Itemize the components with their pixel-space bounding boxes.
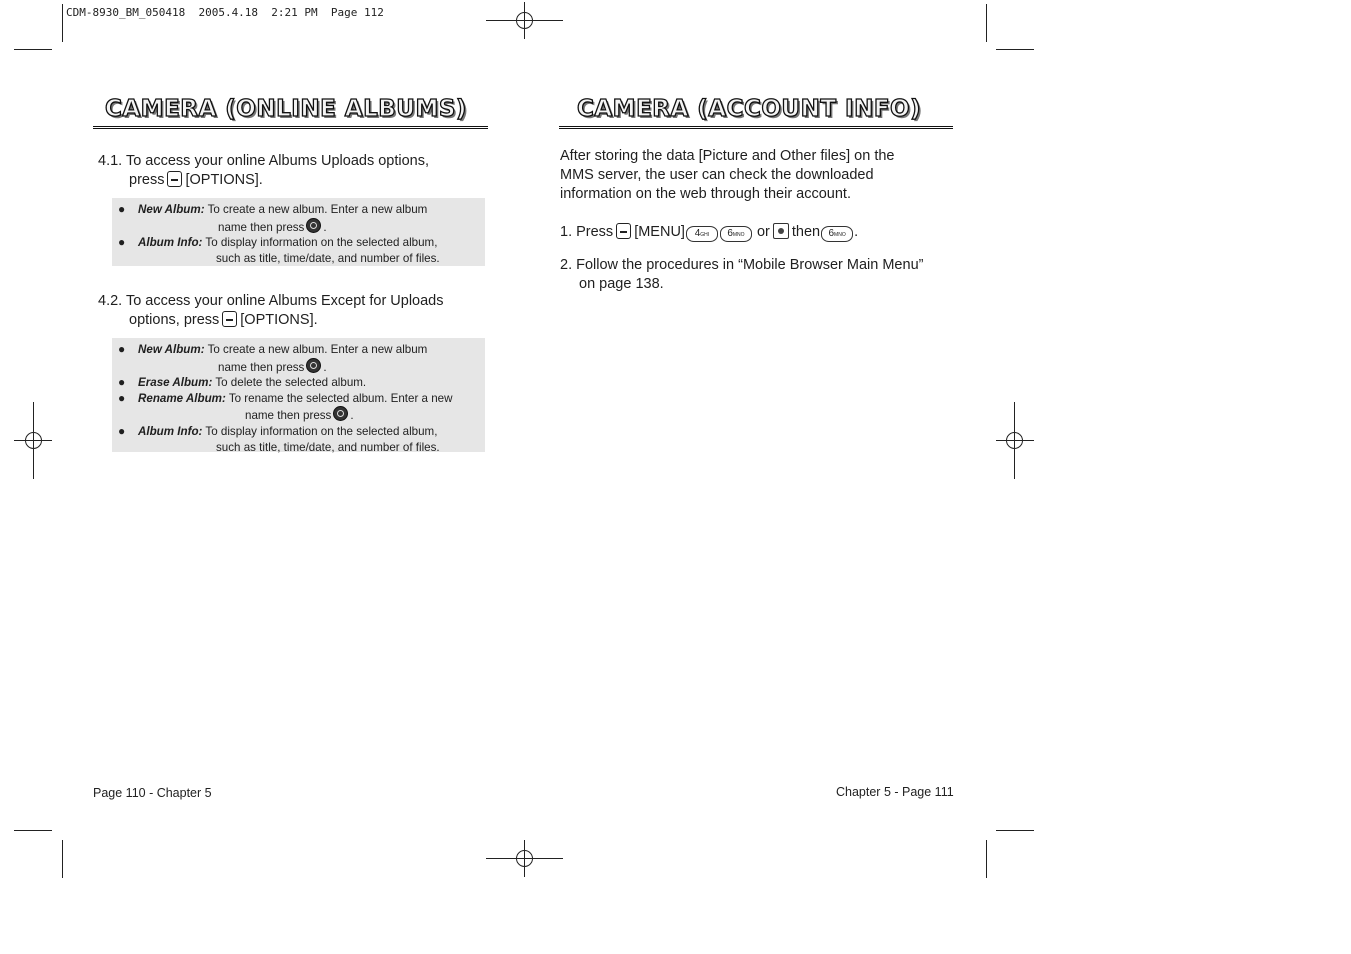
page-title-account-info: CAMERA (ACCOUNT INFO)	[577, 96, 922, 122]
list-item: ● Rename Album: To rename the selected album. Enter a new name then press .	[118, 390, 453, 423]
step-2: 2. Follow the procedures in “Mobile Browser Main Menu” on page 138.	[560, 257, 924, 292]
step-4-2: 4.2. To access your online Albums Except for Uploads options, press [OPTIONS].	[98, 293, 444, 328]
list-item: ● New Album: To create a new album. Enter a new album name then press .	[118, 342, 428, 374]
title-rule	[93, 126, 488, 129]
navigation-key-icon	[773, 223, 789, 239]
list-item: ● New Album: To create a new album. Enter a new album name then press .	[118, 202, 428, 234]
left-soft-key-icon	[222, 311, 237, 327]
step-4-1: 4.1. To access your online Albums Uploads options, press [OPTIONS].	[98, 153, 430, 188]
key-6-icon: 6MNO	[821, 226, 853, 242]
title-rule	[559, 126, 953, 129]
options-box-except-uploads	[112, 338, 485, 452]
step-1: 1. Press [MENU] 4GHI 6MNO or then 6MNO .	[560, 224, 859, 240]
intro-paragraph: After storing the data [Picture and Other files] on the MMS server, the user can check the downloaded information on the web through their account.	[560, 148, 895, 202]
bullet-icon: ●	[118, 423, 126, 438]
page-footer-left: Page 110 - Chapter 5	[93, 786, 212, 800]
key-6-icon: 6MNO	[720, 226, 752, 242]
left-soft-key-icon	[616, 223, 631, 239]
bullet-icon: ●	[118, 342, 126, 356]
list-item: ● Album Info: To display information on the selected album, such as title, time/date, and number of files.	[118, 235, 440, 265]
print-slug: CDM-8930_BM_050418 2005.4.18 2:21 PM Page 112	[66, 6, 384, 19]
bullet-icon: ●	[118, 375, 126, 390]
list-item: ● Album Info: To display information on the selected album, such as title, time/date, and number of files.	[118, 423, 440, 454]
page-title-online-albums: CAMERA (ONLINE ALBUMS)	[105, 96, 467, 122]
key-4-icon: 4GHI	[686, 226, 718, 242]
ok-key-icon	[333, 406, 348, 421]
ok-key-icon	[306, 358, 321, 373]
options-box-uploads	[112, 198, 485, 266]
bullet-icon: ●	[118, 390, 126, 405]
ok-key-icon	[306, 218, 321, 233]
list-item: ● Erase Album: To delete the selected album.	[118, 375, 367, 390]
bullet-icon: ●	[118, 235, 126, 250]
left-soft-key-icon	[167, 171, 182, 187]
bullet-icon: ●	[118, 202, 126, 216]
page-footer-right: Chapter 5 - Page 111	[836, 785, 954, 799]
